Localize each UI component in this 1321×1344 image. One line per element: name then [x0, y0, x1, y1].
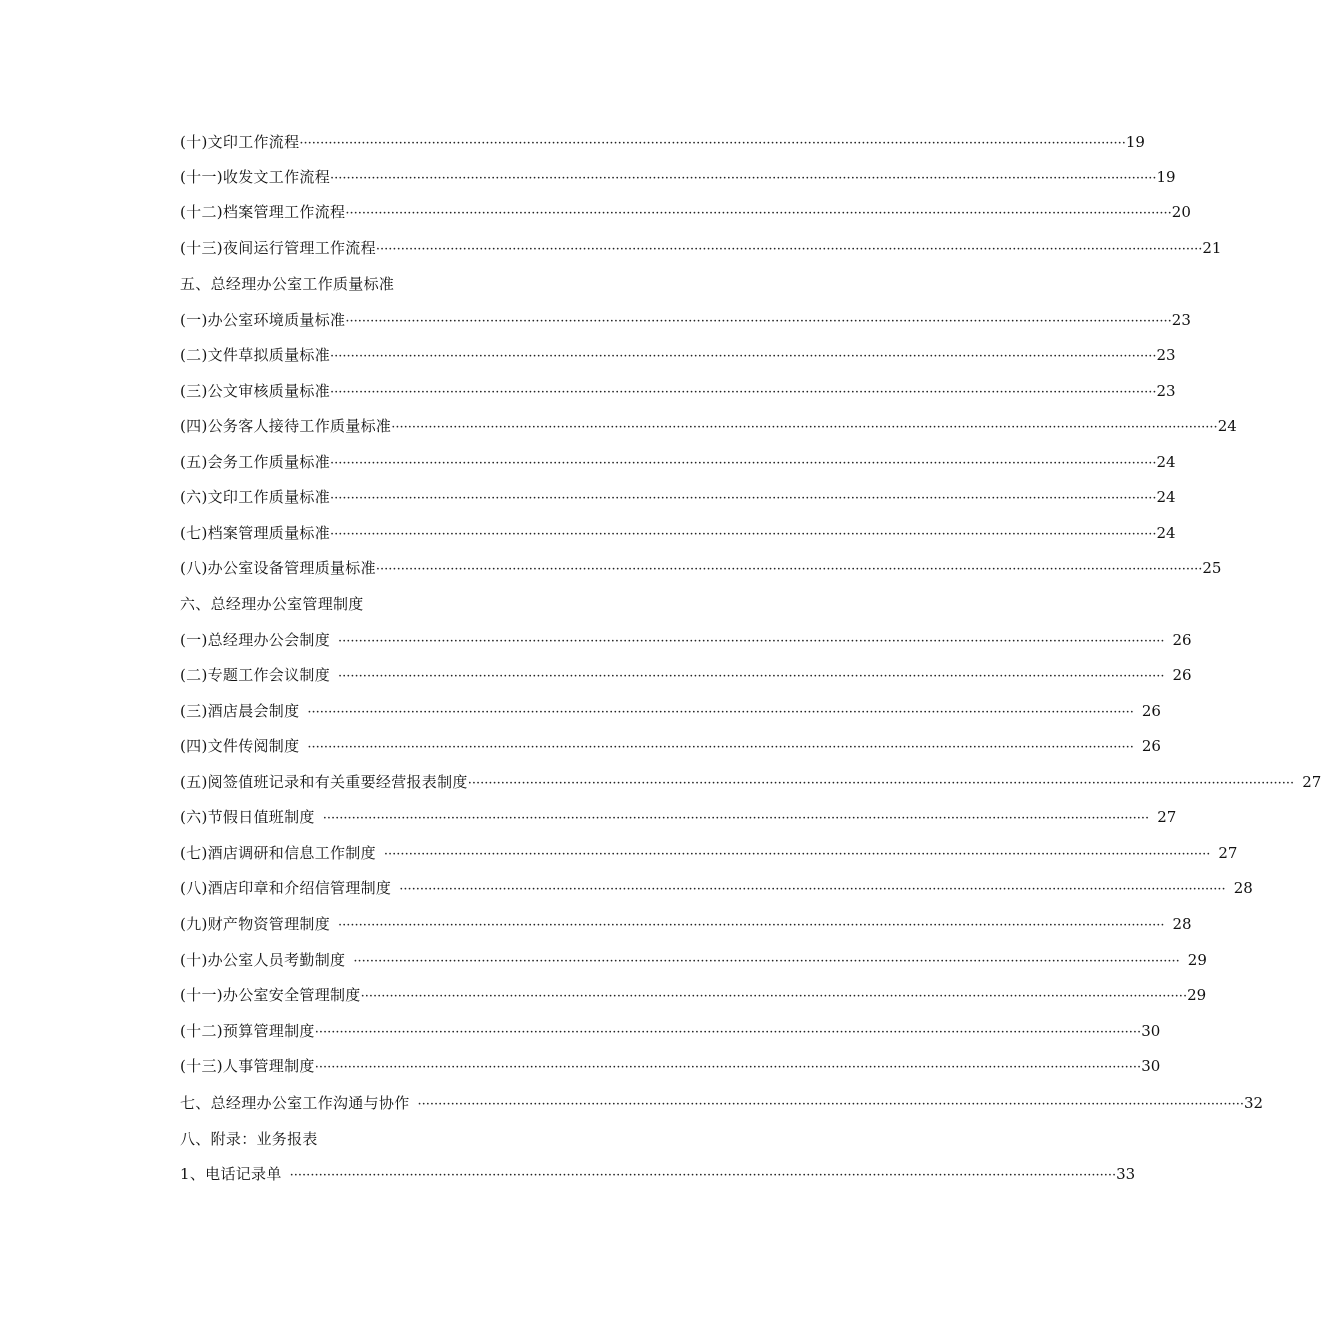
toc-dot-leader: ········································································································································································································	[307, 740, 1134, 755]
toc-dot-leader: ········································································································································································································	[338, 918, 1165, 933]
toc-entry	[180, 451, 1176, 473]
toc-entry-title: (十一)收发文工作流程	[180, 168, 331, 186]
toc-dot-leader: ········································································································································································································	[289, 1168, 1117, 1183]
toc-entry	[180, 806, 1177, 828]
toc-entry-title: (四)文件传阅制度	[180, 737, 300, 755]
toc-page-number: 23	[1156, 382, 1176, 400]
toc-entry	[180, 1092, 1264, 1114]
toc-entry	[180, 771, 1321, 793]
toc-entry-title: 八、附录：业务报表	[180, 1130, 318, 1148]
toc-entry-title: (十三)夜间运行管理工作流程	[180, 239, 376, 257]
toc-dot-leader: ········································································································································································································	[360, 989, 1188, 1004]
toc-page-number: 28	[1233, 879, 1253, 897]
toc-entry-title: (九)财产物资管理制度	[180, 915, 331, 933]
toc-page-number: 27	[1218, 844, 1238, 862]
toc-page-number: 21	[1202, 239, 1222, 257]
toc-page-number: 29	[1187, 986, 1207, 1004]
toc-entry-title: (三)酒店晨会制度	[180, 702, 300, 720]
toc-entry-title: (十)办公室人员考勤制度	[180, 951, 346, 969]
toc-dot-leader: ········································································································································································································	[330, 349, 1157, 364]
toc-page-number: 24	[1156, 488, 1176, 506]
toc-page-number: 23	[1171, 311, 1191, 329]
toc-page-number: 27	[1157, 808, 1177, 826]
toc-entry	[180, 415, 1237, 437]
toc-entry-title: (六)文印工作质量标准	[180, 488, 331, 506]
toc-page-number: 26	[1141, 702, 1161, 720]
toc-dot-leader: ········································································································································································································	[330, 456, 1157, 471]
toc-dot-leader: ········································································································································································································	[299, 136, 1126, 151]
toc-dot-leader: ········································································································································································································	[330, 527, 1157, 542]
toc-entry-title: (十二)预算管理制度	[180, 1022, 315, 1040]
toc-dot-leader: ········································································································································································································	[467, 776, 1295, 791]
toc-entry	[180, 735, 1161, 757]
toc-entry-title: 五、总经理办公室工作质量标准	[180, 275, 395, 293]
toc-page-number: 24	[1156, 524, 1176, 542]
toc-entry-title: (七)档案管理质量标准	[180, 524, 331, 542]
toc-entry-title: (三)公文审核质量标准	[180, 382, 331, 400]
toc-entry-title: (五)阅签值班记录和有关重要经营报表制度	[180, 773, 468, 791]
toc-entry	[180, 522, 1176, 544]
toc-entry	[180, 273, 394, 295]
toc-entry-title: (二)文件草拟质量标准	[180, 346, 331, 364]
toc-entry	[180, 593, 364, 615]
toc-page-number: 25	[1202, 559, 1222, 577]
toc-dot-leader: ········································································································································································································	[375, 242, 1203, 257]
toc-page-number: 26	[1141, 737, 1161, 755]
toc-dot-leader: ········································································································································································································	[391, 420, 1218, 435]
toc-page-number: 24	[1156, 453, 1176, 471]
toc-entry	[180, 1020, 1161, 1042]
toc-entry-title: (四)公务客人接待工作质量标准	[180, 417, 392, 435]
toc-dot-leader: ········································································································································································································	[345, 314, 1172, 329]
toc-dot-leader: ········································································································································································································	[383, 847, 1211, 862]
toc-dot-leader: ········································································································································································································	[330, 171, 1157, 186]
toc-entry	[180, 984, 1207, 1006]
toc-entry	[180, 949, 1207, 971]
toc-entry	[180, 1163, 1136, 1185]
toc-dot-leader: ········································································································································································································	[330, 385, 1157, 400]
toc-page-number: 20	[1171, 203, 1191, 221]
toc-entry-title: (十一)办公室安全管理制度	[180, 986, 361, 1004]
toc-page-number: 19	[1156, 168, 1176, 186]
toc-entry	[180, 486, 1176, 508]
toc-dot-leader: ········································································································································································································	[322, 811, 1150, 826]
toc-entry	[180, 629, 1192, 651]
toc-entry-title: (十)文印工作流程	[180, 133, 300, 151]
toc-dot-leader: ········································································································································································································	[375, 562, 1203, 577]
toc-entry	[180, 201, 1191, 223]
toc-page-number: 33	[1116, 1165, 1136, 1183]
toc-dot-leader: ········································································································································································································	[314, 1025, 1142, 1040]
toc-entry-title: (七)酒店调研和信息工作制度	[180, 844, 376, 862]
toc-entry	[180, 1055, 1161, 1077]
toc-entry-title: (八)办公室设备管理质量标准	[180, 559, 376, 577]
toc-entry	[180, 913, 1192, 935]
toc-dot-leader: ········································································································································································································	[330, 491, 1157, 506]
toc-page-number: 26	[1172, 666, 1192, 684]
toc-entry-title: (二)专题工作会议制度	[180, 666, 331, 684]
toc-entry	[180, 380, 1176, 402]
toc-entry	[180, 557, 1222, 579]
toc-page-number: 19	[1125, 133, 1145, 151]
toc-entry-title: (六)节假日值班制度	[180, 808, 315, 826]
toc-dot-leader: ········································································································································································································	[417, 1097, 1244, 1112]
toc-page-number: 27	[1302, 773, 1321, 791]
toc-entry	[180, 700, 1161, 722]
toc-dot-leader: ········································································································································································································	[345, 206, 1172, 221]
toc-entry	[180, 309, 1191, 331]
toc-entry-title: (十三)人事管理制度	[180, 1057, 315, 1075]
toc-entry-title: (五)会务工作质量标准	[180, 453, 331, 471]
toc-entry-title: (一)办公室环境质量标准	[180, 311, 346, 329]
toc-dot-leader: ········································································································································································································	[338, 669, 1165, 684]
toc-entry	[180, 344, 1176, 366]
toc-entry-title: 七、总经理办公室工作沟通与协作	[180, 1094, 410, 1112]
toc-entry	[180, 842, 1238, 864]
toc-dot-leader: ········································································································································································································	[399, 882, 1226, 897]
toc-page-number: 32	[1243, 1094, 1264, 1112]
toc-entry-title: (一)总经理办公会制度	[180, 631, 331, 649]
toc-page-number: 30	[1141, 1022, 1161, 1040]
toc-page-number: 29	[1187, 951, 1207, 969]
toc-dot-leader: ········································································································································································································	[338, 634, 1165, 649]
toc-entry	[180, 877, 1253, 899]
toc-dot-leader: ········································································································································································································	[353, 954, 1180, 969]
toc-entry	[180, 1128, 318, 1150]
toc-entry-title: (八)酒店印章和介绍信管理制度	[180, 879, 392, 897]
toc-entry	[180, 237, 1222, 259]
toc-entry-title: 六、总经理办公室管理制度	[180, 595, 364, 613]
toc-entry-title: (十二)档案管理工作流程	[180, 203, 346, 221]
toc-entry	[180, 131, 1145, 153]
toc-page-number: 28	[1172, 915, 1192, 933]
toc-entry	[180, 664, 1192, 686]
toc-entry	[180, 166, 1176, 188]
toc-dot-leader: ········································································································································································································	[314, 1060, 1142, 1075]
toc-page-number: 30	[1141, 1057, 1161, 1075]
toc-page-number: 26	[1172, 631, 1192, 649]
toc-entry-title: 1、电话记录单	[180, 1165, 282, 1183]
toc-dot-leader: ········································································································································································································	[307, 705, 1134, 720]
toc-page-number: 23	[1156, 346, 1176, 364]
toc-page-number: 24	[1217, 417, 1237, 435]
